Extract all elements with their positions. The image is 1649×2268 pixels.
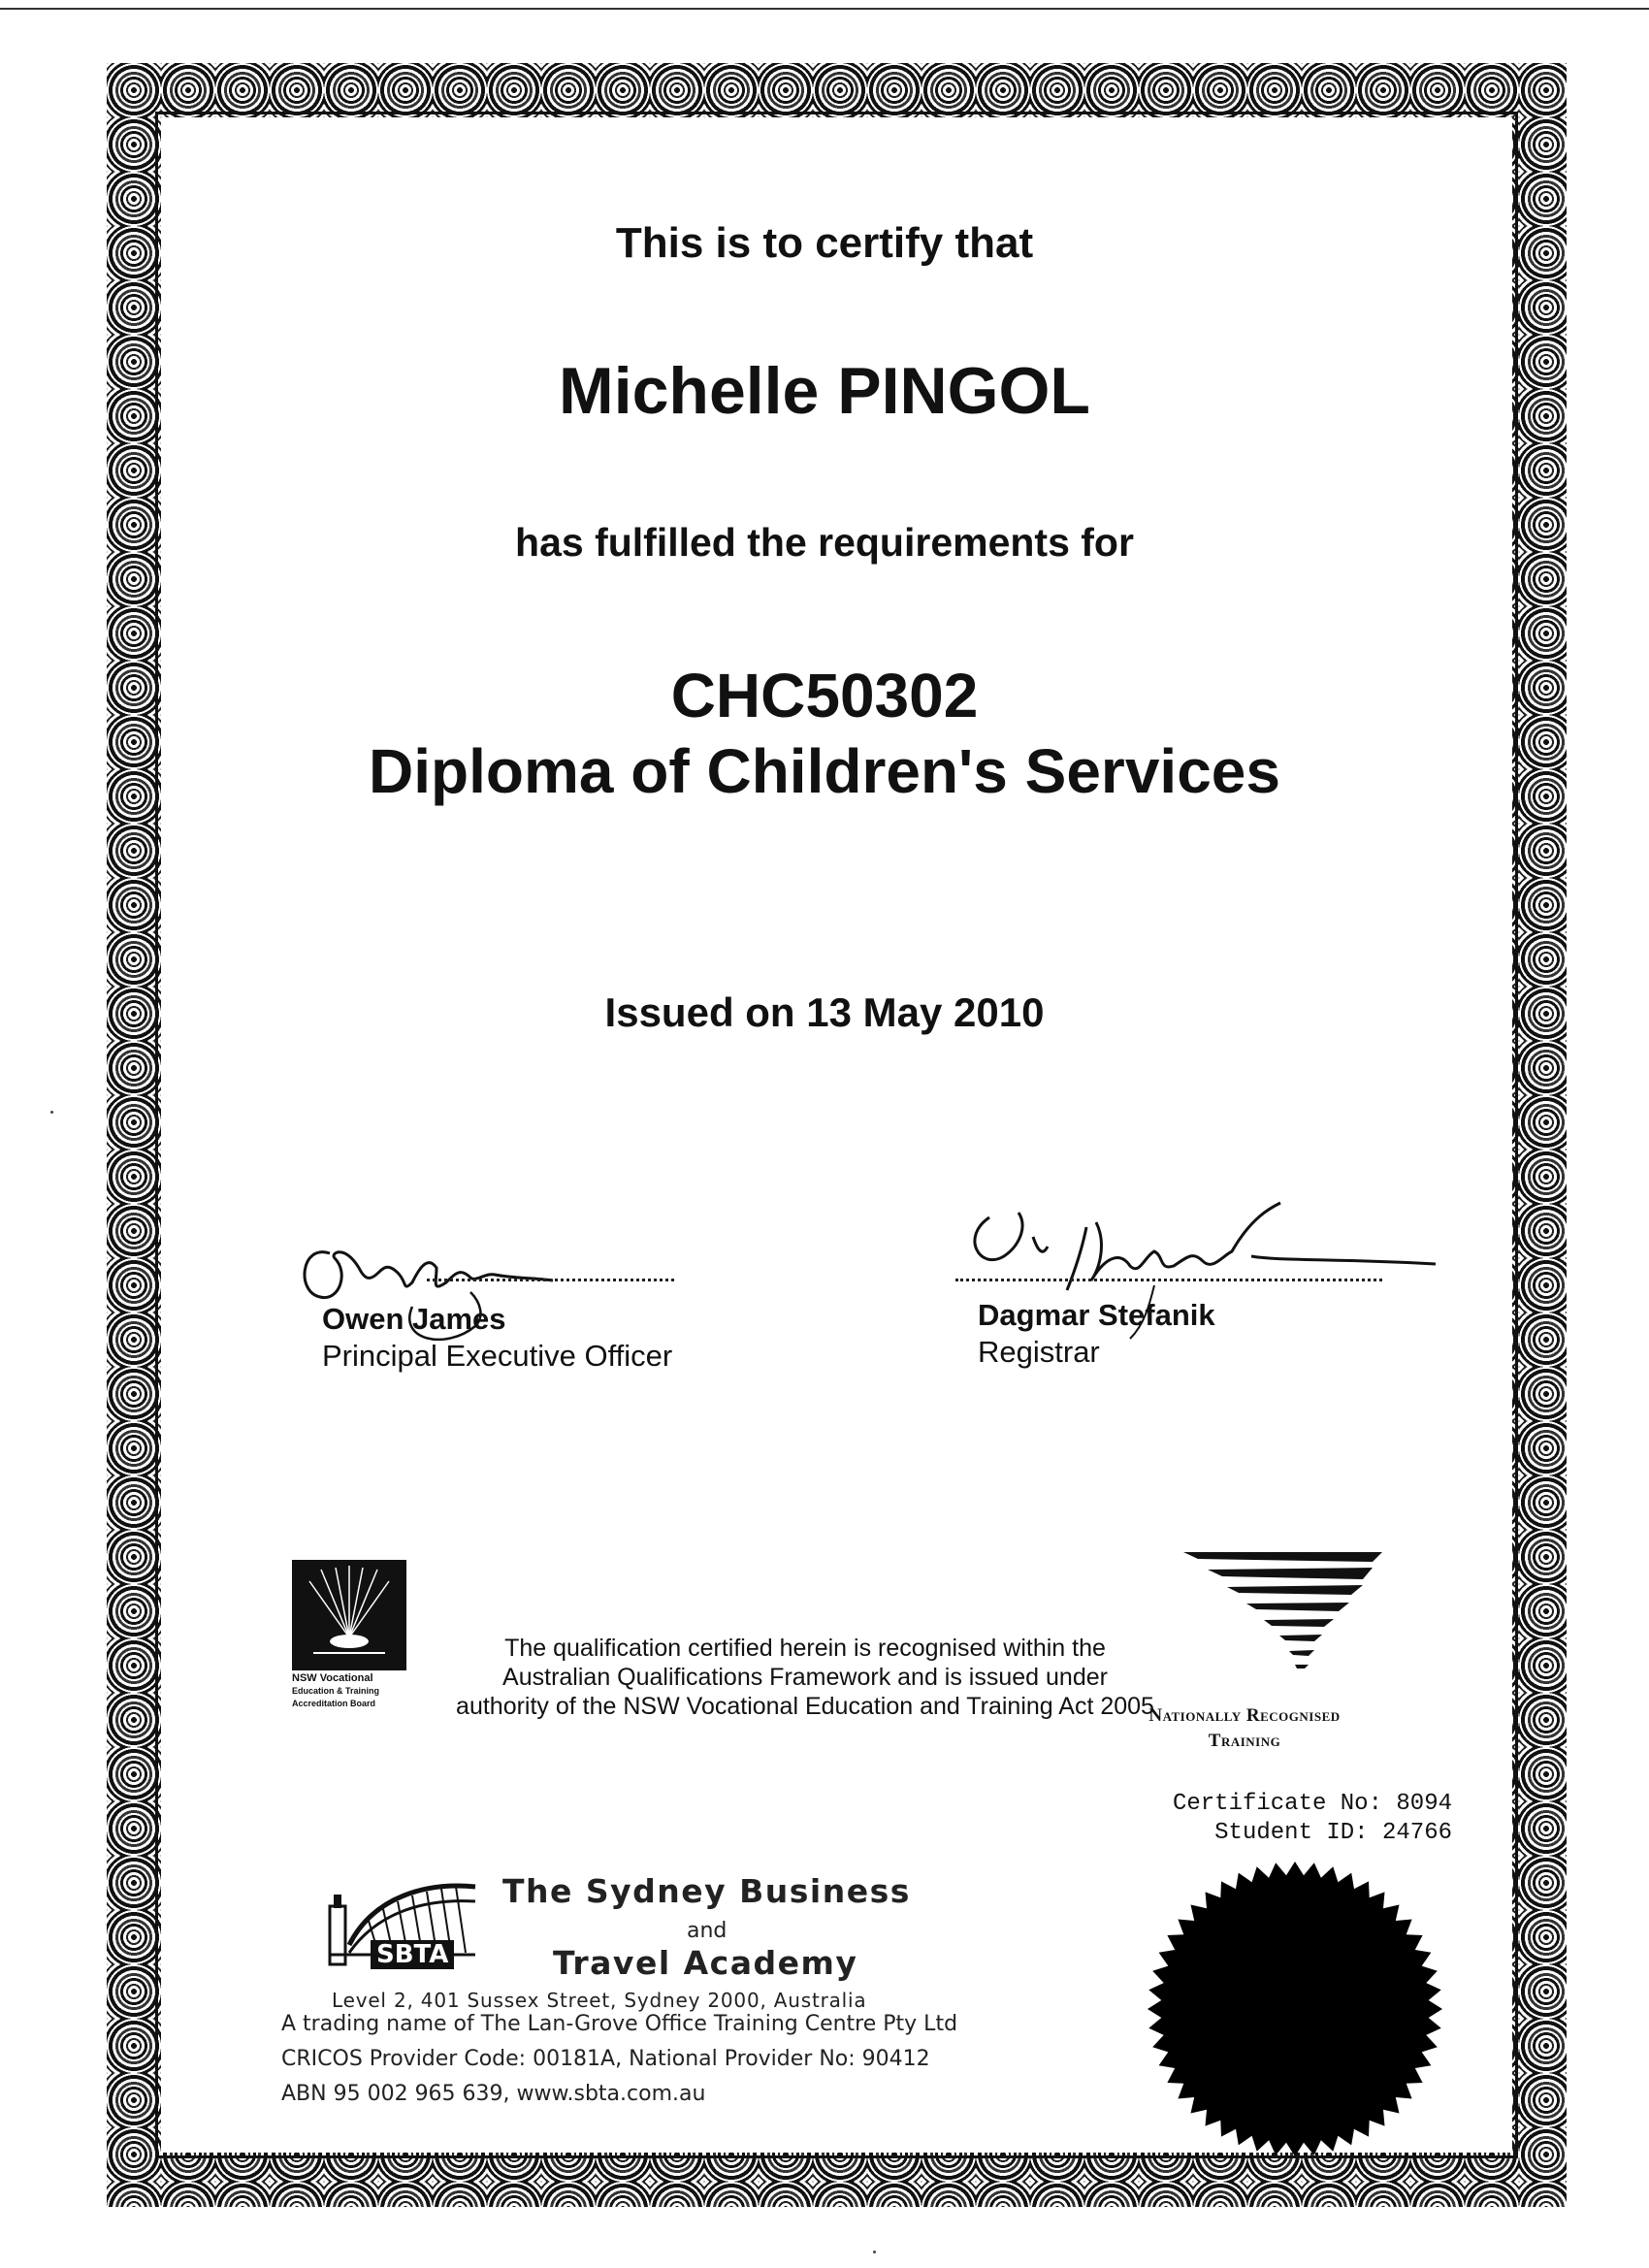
signatory-1-title: Principal Executive Officer (322, 1339, 673, 1373)
trading-name: A trading name of The Lan-Grove Office Training Centre Pty Ltd (281, 2012, 958, 2036)
nrt-label-line-2: Training (1208, 1731, 1281, 1751)
academy-name-line-2: Travel Academy (553, 1944, 858, 1982)
certificate-number: Certificate No: 8094 (1172, 1791, 1452, 1817)
nationally-recognised-training-icon (1179, 1550, 1392, 1696)
fulfilled-statement: has fulfilled the requirements for (515, 520, 1134, 565)
nrt-label-line-1: Nationally Recognised (1148, 1705, 1341, 1726)
scan-speck (873, 2251, 876, 2253)
certify-intro: This is to certify that (615, 219, 1034, 267)
course-code: CHC50302 (670, 661, 979, 730)
recipient-name: Michelle PINGOL (559, 354, 1090, 428)
embossed-seal-icon (1147, 1861, 1443, 2157)
signature-line-1 (427, 1279, 674, 1281)
nsw-board-line-3: Accreditation Board (292, 1699, 376, 1708)
signatory-1-name: Owen James (322, 1302, 506, 1336)
authority-statement: The qualification certified herein is recognised within the Australian Qualifications Framework and is issued under authority of the NSW Vocational Education and Training Act 2005 (456, 1635, 1154, 1720)
nsw-logo-rays-icon (292, 1560, 406, 1670)
signature-line-2 (955, 1279, 1382, 1281)
scan-speck (50, 1111, 53, 1114)
issue-date: Issued on 13 May 2010 (604, 989, 1045, 1035)
signatory-2-title: Registrar (978, 1335, 1100, 1369)
scan-top-edge (0, 8, 1649, 10)
signatory-2-name: Dagmar Stefanik (978, 1298, 1215, 1332)
course-name: Diploma of Children's Services (369, 736, 1280, 806)
nsw-board-line-2: Education & Training (292, 1686, 380, 1696)
cricos-code: CRICOS Provider Code: 00181A, National Provider No: 90412 (281, 2047, 930, 2071)
academy-name-and: and (687, 1919, 728, 1943)
student-id: Student ID: 24766 (1214, 1820, 1452, 1846)
abn-website: ABN 95 002 965 639, www.sbta.com.au (281, 2082, 706, 2106)
nrt-label (1148, 1703, 1342, 1754)
academy-address: Level 2, 401 Sussex Street, Sydney 2000, Australia (332, 1989, 867, 2012)
nsw-board-line-1: NSW Vocational (292, 1672, 373, 1684)
academy-name-line-1: The Sydney Business (502, 1872, 911, 1910)
sbta-badge: SBTA (371, 1940, 454, 1969)
seal-shape (1148, 1862, 1442, 2156)
nsw-board-logo (292, 1560, 406, 1670)
